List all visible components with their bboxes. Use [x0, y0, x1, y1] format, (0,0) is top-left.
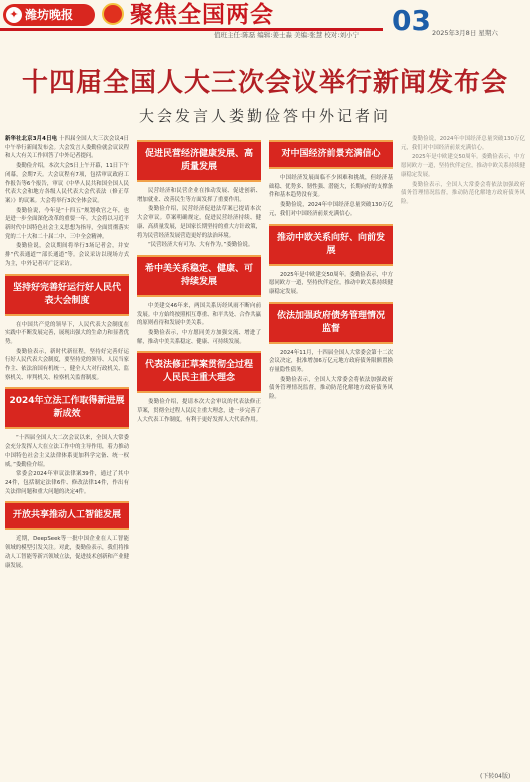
body-paragraph: 中美建交46年来，两国关系历经风雨不断向前发展。中方始终按照相互尊重、和平共处、合作共赢的原则看待和发展中美关系。 — [137, 302, 261, 327]
body-paragraph: “民营经济大有可为、大有作为。”娄勤俭说。 — [148, 242, 254, 249]
emblem-icon — [102, 3, 124, 25]
section-heading: 推动中欧关系向好、向前发展 — [269, 224, 393, 266]
body-paragraph: 2025年是中欧建交50周年。娄勤俭表示，中方愿同欧方一道，坚持伙伴定位，推动中欧关系持续健康稳定发展。 — [269, 271, 393, 295]
body-paragraph: 娄勤俭介绍，本次大会5日上午开幕，11日下午闭幕，会期7天。大会议程有7项，包括审议政府工作报告等6个报告，审议《中华人民共和国全国人民代表大会和地方各级人民代表大会代表法（修正草案）》的议案。大会将举行3次全体会议。 — [5, 163, 129, 204]
section-heading: 代表法修正草案贯彻全过程人民民主重大理念 — [137, 351, 261, 393]
body-paragraph: 2025年是中欧建交50周年。娄勤俭表示，中方愿同欧方一道，坚持伙伴定位，推动中欧关系持续健康稳定发展。 — [401, 154, 525, 178]
newspaper-logo — [3, 4, 95, 26]
column-2 — [137, 135, 261, 780]
body-paragraph: 娄勤俭表示，全国人大常委会将依法加强政府债务管理情况监督，推动防范化解地方政府债务风险。 — [401, 181, 525, 205]
logo-icon: ✦ — [6, 7, 22, 23]
section-heading: 对中国经济前景充满信心 — [269, 140, 393, 169]
section-heading: 开放共享推动人工智能发展 — [5, 501, 129, 530]
body-paragraph: 娄勤俭说，今年是“十四五”规划收官之年，也是进一步全面深化改革的重要一年。大会将以习近平新时代中国特色社会主义思想为指导，全面贯彻落实党的二十大和二十届二中、三中全会精神。 — [5, 207, 129, 240]
body-paragraph: 娄勤俭表示，新时代新征程，坚持好完善好运行好人民代表大会制度，要坚持党的领导、人民当家作主、依法治国有机统一，健全人大对行政机关、监察机关、审判机关、检察机关监督制度。 — [5, 348, 129, 381]
issue-date: 2025年3月8日 星期六 — [432, 29, 498, 37]
section-heading: 2024年立法工作取得新进展新成效 — [5, 387, 129, 429]
page-number: 03 — [392, 4, 431, 37]
body-paragraph: 中国经济发展面临不少困难和挑战，但经济基础稳、优势多、韧性强、潜能大，长期向好的支撑条件和基本趋势没有变。 — [269, 175, 393, 199]
article-subheadline: 大会发言人娄勤俭答中外记者问 — [138, 107, 391, 125]
section-title: 聚焦全国两会 — [130, 2, 274, 28]
section-heading: 希中美关系稳定、健康、可持续发展 — [137, 255, 261, 297]
lead-paragraph — [5, 135, 129, 161]
body-text: 十四届全国人大三次会议4日中午举行新闻发布会。大会发言人娄勤俭就会议议程和人大有关工作回答了中外记者提问。 — [5, 136, 129, 160]
column-1 — [5, 135, 129, 780]
body-paragraph: 2024年11月，十四届全国人大常委会第十二次会议决定，批准增加6万亿元地方政府债务限额置换存量隐性债务。 — [269, 349, 393, 374]
body-paragraph: 娄勤俭介绍，民营经济促进法草案已提请本次大会审议。草案明确规定，促进民营经济持续、健康、高质量发展，是国家长期坚持的重大方针政策，将为民营经济发展营造更好的法治环境。 — [137, 206, 261, 239]
body-paragraph: 娄勤俭表示，全国人大常委会将依法加强政府债务管理情况监督，推动防范化解地方政府债务风险。 — [269, 376, 393, 401]
body-paragraph: 娄勤俭表示，中方愿同美方加强交流、增进了解，推动中美关系稳定、健康、可持续发展。 — [137, 330, 261, 345]
masthead — [0, 0, 530, 40]
body-paragraph: 娄勤俭说，2024年中国经济总量突破130万亿元，我们对中国经济前景充满信心。 — [269, 202, 393, 217]
body-paragraph: 民营经济和民营企业在推动发展、促进创新、增加就业、改善民生等方面发挥了重要作用。 — [137, 188, 261, 203]
section-heading: 依法加强政府债务管理情况监督 — [269, 302, 393, 344]
article-headline: 十四届全国人大三次会议举行新闻发布会 — [21, 68, 508, 98]
paper-name: 潍坊晚报 — [25, 8, 74, 22]
body-paragraph: 娄勤俭说，会议期间将举行3场记者会，并安排“代表通道”“部长通道”等。会议采访以现场方式为主，中外记者可广泛采访。 — [5, 243, 129, 267]
body-paragraph: 常委会2024年审议法律案39件，通过了其中24件，包括制定法律6件、修改法律14件，作出有关法律问题和重大问题的决定4件。 — [5, 471, 129, 495]
body-paragraph: “十四届全国人大二次会议以来，全国人大常委会充分发挥人大在立法工作中的主导作用，着力推动中国特色社会主义法律体系更加科学完备、统一权威。”娄勤俭介绍。 — [5, 435, 129, 468]
section-heading: 坚持好完善好运行好人民代表大会制度 — [5, 274, 129, 316]
body-paragraph: 娄勤俭说，2024年中国经济总量突破130万亿元，我们对中国经济前景充满信心。 — [401, 136, 525, 151]
column-4 — [401, 135, 525, 780]
body-paragraph: 在中国共产党的领导下，人民代表大会制度在实践中不断发展完善，展现出强大的生命力和显著优势。 — [5, 321, 129, 345]
editor-credits: 值班主任:陈磊 编辑:姜士淼 美编:张慧 校对:刘小宁 — [214, 31, 359, 39]
section-heading: 促进民营经济健康发展、高质量发展 — [137, 140, 261, 182]
article-dateline: 新华社北京3月4日电 — [5, 136, 58, 142]
continued-note: (下转04版) — [480, 773, 511, 780]
body-paragraph: 近期，DeepSeek等一批中国企业在人工智能领域的模型引发关注。对此，娄勤俭表示，我们将推动人工智能等新兴领域立法，促进技术创新和产业健康发展。 — [5, 536, 129, 569]
body-paragraph: 娄勤俭介绍，提请本次大会审议的代表法修正草案，贯彻全过程人民民主重大理念，进一步完善了人大代表工作制度，有利于更好发挥人大代表作用。 — [137, 399, 261, 423]
column-3 — [269, 135, 393, 780]
